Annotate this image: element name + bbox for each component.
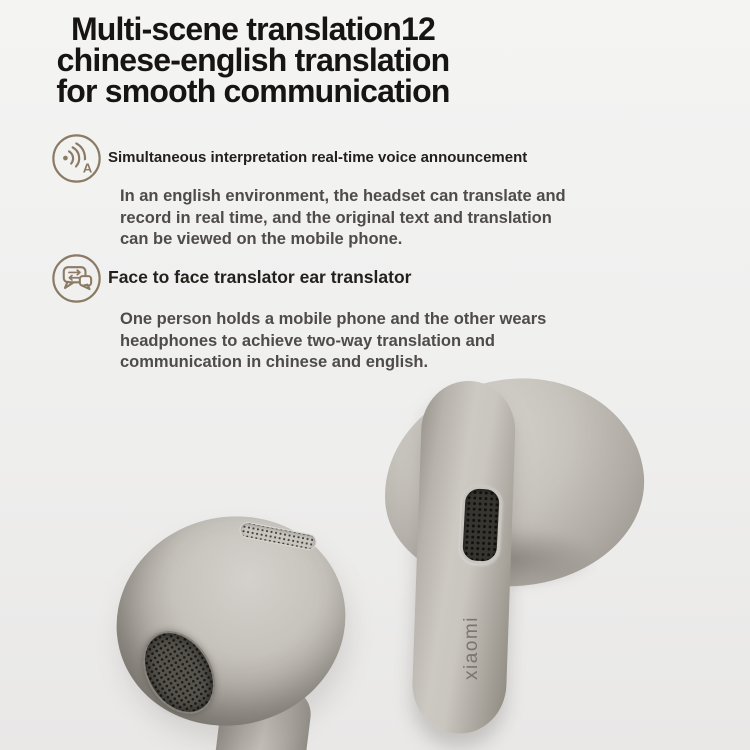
feature-1-line-2: record in real time, and the original text and translation — [120, 208, 552, 227]
feature-2-heading: Face to face translator ear translator — [108, 267, 412, 287]
title-line-2: chinese-english translation — [56, 42, 450, 78]
icon-letter-a: A — [82, 160, 93, 176]
feature-2-line-1: One person holds a mobile phone and the other wears — [120, 310, 547, 328]
title-line-1: Multi-scene translation12 — [70, 11, 436, 47]
brand-text-wrap — [428, 592, 516, 704]
feature-1-line-3: can be viewed on the mobile phone. — [120, 230, 403, 248]
feature-1-heading: Simultaneous interpretation real-time voice announcement — [108, 149, 528, 166]
feature-2-line-3: communication in chinese and english. — [120, 353, 429, 371]
brand-text: xiaomi — [461, 616, 482, 680]
feature-2-line-2: headphones to achieve two-way translation and — [120, 331, 495, 350]
left-earbud-head — [94, 492, 367, 749]
right-earbud-mic-grille-icon — [459, 485, 503, 565]
title-line-3: for smooth communication — [56, 73, 450, 109]
feature-1-line-1: In an english environment, the headset can translate and — [120, 187, 566, 205]
